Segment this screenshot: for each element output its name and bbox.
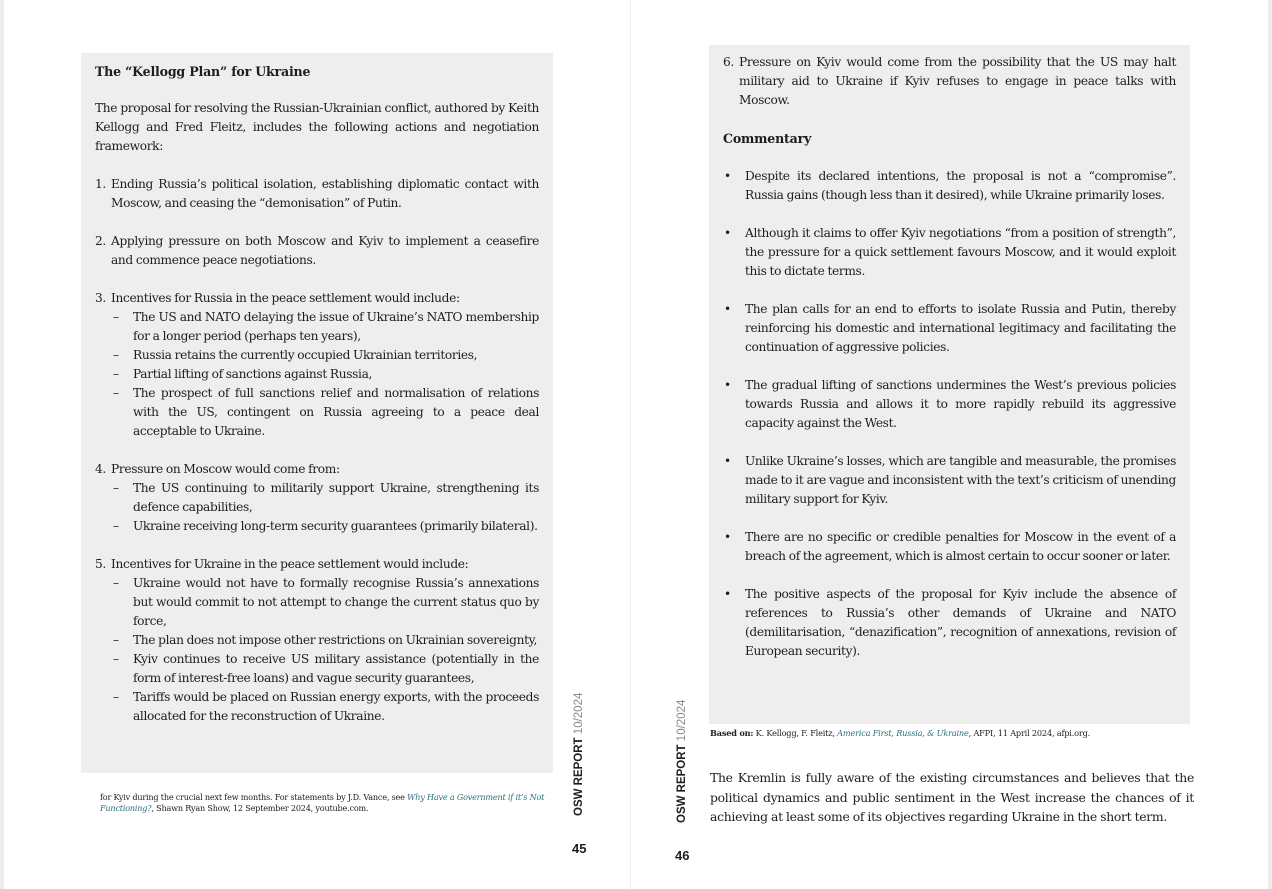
commentary-item: • Despite its declared intentions, the proposal is not a “compromise”. Russia gains (though less than it desired), while Ukraine primarily loses. xyxy=(724,169,1176,202)
sub-item: – Ukraine would not have to formally recognise Russia’s annexations but would commit to not attempt to change the current status quo by force, xyxy=(113,576,539,628)
plan-list xyxy=(95,175,539,726)
sub-item: – Russia retains the currently occupied Ukrainian territories, xyxy=(111,346,539,365)
commentary-item: • The positive aspects of the proposal for Kyiv include the absence of references to Russia’s other demands of Ukraine and NATO (demilitarisation, “denazification”, recognition of annexations, revision of European security). xyxy=(724,587,1176,658)
footnote-link[interactable]: Why Have a Government if it’s Not Functioning? xyxy=(100,792,545,813)
item-number: 4. xyxy=(95,462,106,476)
item-text: Incentives for Ukraine in the peace settlement would include: xyxy=(111,557,469,571)
dash-icon: – xyxy=(113,367,119,381)
plan-sublist xyxy=(111,574,539,726)
commentary-item: • Unlike Ukraine’s losses, which are tangible and measurable, the promises made to it are vague and inconsistent with the text’s criticism of unending military support for Kyiv. xyxy=(724,454,1176,506)
running-head-brand: OSW REPORT xyxy=(573,737,585,816)
item-number: 5. xyxy=(95,557,106,571)
page-spine-divider xyxy=(630,0,631,889)
item-text: Applying pressure on both Moscow and Kyiv to implement a ceasefire and commence peace negotiations. xyxy=(111,234,539,267)
item-number: 6. xyxy=(723,55,734,69)
box-title: The “Kellogg Plan” for Ukraine xyxy=(95,64,311,79)
bullet-icon: • xyxy=(724,302,731,316)
page-number-right: 46 xyxy=(675,848,690,863)
running-head-issue: 10/2024 xyxy=(676,699,688,742)
running-head-left xyxy=(573,693,585,816)
item-number: 3. xyxy=(95,291,106,305)
item-text: Pressure on Kyiv would come from the possibility that the US may halt military aid to Ukraine if Kyiv refuses to engage in peace talks with Moscow. xyxy=(739,55,1176,107)
running-head-brand: OSW REPORT xyxy=(676,744,688,823)
dash-icon: – xyxy=(113,633,119,647)
bullet-icon: • xyxy=(724,530,731,544)
dash-icon: – xyxy=(113,519,119,533)
sub-item: – The plan does not impose other restrictions on Ukrainian sovereignty, xyxy=(111,631,539,650)
bullet-icon: • xyxy=(724,169,731,183)
page-edge-left xyxy=(0,0,4,889)
plan-item-5 xyxy=(95,555,539,726)
source-label: Based on: xyxy=(710,728,754,738)
sub-item: – Kyiv continues to receive US military assistance (potentially in the form of interest-free loans) and vague security guarantees, xyxy=(113,652,539,685)
sub-item: – Partial lifting of sanctions against Russia, xyxy=(111,365,539,384)
plan-sublist xyxy=(111,308,539,441)
bullet-icon: • xyxy=(724,226,731,240)
dash-icon: – xyxy=(113,576,119,590)
item-number: 1. xyxy=(95,177,106,191)
item-text: Pressure on Moscow would come from: xyxy=(111,462,340,476)
box-intro: The proposal for resolving the Russian-Ukrainian conflict, authored by Keith Kellogg and Fred Fleitz, includes the following actions and negotiation framework: xyxy=(95,101,539,153)
running-head-issue: 10/2024 xyxy=(573,692,585,735)
dash-icon: – xyxy=(113,386,119,400)
commentary-item: • Although it claims to offer Kyiv negotiations “from a position of strength”, the pressure for a quick settlement favours Moscow, and it would exploit this to dictate terms. xyxy=(724,226,1176,278)
dash-icon: – xyxy=(113,481,119,495)
body-paragraph: The Kremlin is fully aware of the existing circumstances and believes that the political dynamics and public sentiment in the West increase the chances of it achieving at least some of its objectives regarding Ukraine in the short term. xyxy=(710,770,1194,824)
kellogg-plan-box-continued xyxy=(709,45,1190,724)
dash-icon: – xyxy=(113,690,119,704)
item-text: Incentives for Russia in the peace settlement would include: xyxy=(111,291,460,305)
dash-icon: – xyxy=(113,348,119,362)
bullet-icon: • xyxy=(724,587,731,601)
plan-item-3 xyxy=(95,289,539,441)
item-number: 2. xyxy=(95,234,106,248)
bullet-icon: • xyxy=(724,454,731,468)
sub-item: – The US and NATO delaying the issue of Ukraine’s NATO membership for a longer period (perhaps ten years), xyxy=(113,310,539,343)
plan-sublist xyxy=(111,479,539,536)
sub-item: – The US continuing to militarily support Ukraine, strengthening its defence capabilities, xyxy=(113,481,539,514)
sub-item: – The prospect of full sanctions relief and normalisation of relations with the US, contingent on Russia agreeing to a peace deal acceptable to Ukraine. xyxy=(113,386,539,438)
item-text: Ending Russia’s political isolation, establishing diplomatic contact with Moscow, and ceasing the “demonisation” of Putin. xyxy=(111,177,539,210)
commentary-item: • There are no specific or credible penalties for Moscow in the event of a breach of the agreement, which is almost certain to occur sooner or later. xyxy=(724,530,1176,563)
plan-item-6 xyxy=(723,53,1176,110)
commentary-list xyxy=(723,167,1176,661)
source-link[interactable]: America First, Russia, & Ukraine xyxy=(837,728,969,738)
footnote: for Kyiv during the crucial next few months. For statements by J.D. Vance, see Why Have a Government if it’s Not Functioning?, Shawn Ryan Show, 12 September 2024, youtube.com. xyxy=(100,792,545,813)
dash-icon: – xyxy=(113,652,119,666)
commentary-item: • The gradual lifting of sanctions undermines the West’s previous policies towards Russia and allows it to more rapidly rebuild its aggressive capacity against the West. xyxy=(724,378,1176,430)
dash-icon: – xyxy=(113,310,119,324)
source-note: Based on: K. Kellogg, F. Fleitz, America First, Russia, & Ukraine, AFPI, 11 April 2024, afpi.org. xyxy=(710,728,1091,738)
commentary-title: Commentary xyxy=(723,131,812,146)
bullet-icon: • xyxy=(724,378,731,392)
sub-item: – Ukraine receiving long-term security guarantees (primarily bilateral). xyxy=(111,517,539,536)
kellogg-plan-box xyxy=(81,53,553,773)
plan-item-1 xyxy=(95,175,539,213)
plan-item-4 xyxy=(95,460,539,536)
sub-item: – Tariffs would be placed on Russian energy exports, with the proceeds allocated for the reconstruction of Ukraine. xyxy=(113,690,539,723)
running-head-right xyxy=(676,700,688,823)
plan-item-2 xyxy=(95,232,539,270)
page-edge-right xyxy=(1268,0,1272,889)
commentary-item: • The plan calls for an end to efforts to isolate Russia and Putin, thereby reinforcing his domestic and international legitimacy and facilitating the continuation of aggressive policies. xyxy=(724,302,1176,354)
page-number-left: 45 xyxy=(572,841,587,856)
